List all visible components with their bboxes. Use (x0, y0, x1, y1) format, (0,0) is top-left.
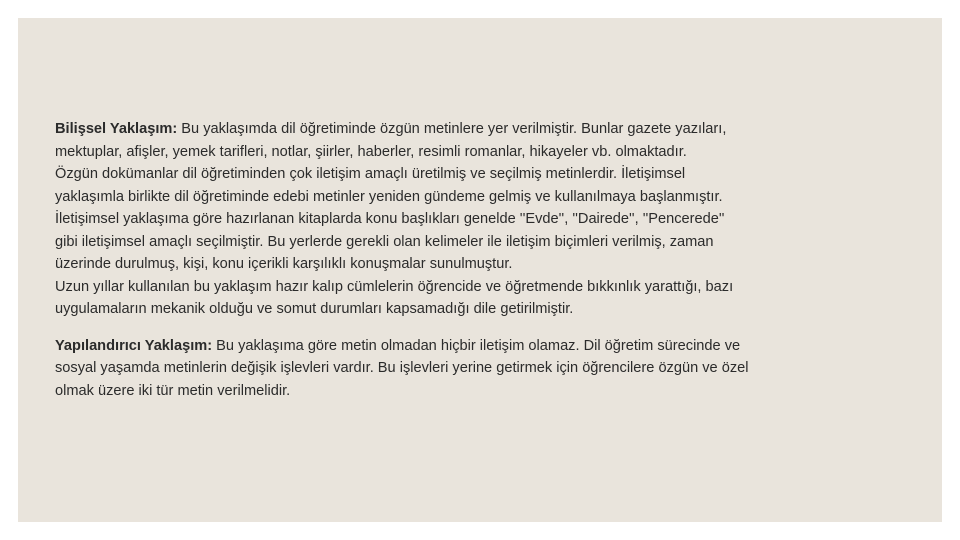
text-line: üzerinde durulmuş, kişi, konu içerikli karşılıklı konuşmalar sunulmuştur. (55, 256, 513, 272)
text-line-content: Bu yaklaşımda dil öğretiminde özgün metinlere yer verilmiştir. Bunlar gazete yazıları, (177, 121, 727, 137)
paragraph-yapilandirici-yaklasim (55, 335, 935, 403)
text-line (55, 335, 935, 358)
slide-background (18, 18, 942, 522)
text-line: İletişimsel yaklaşıma göre hazırlanan kitaplarda konu başlıkları genelde ''Evde'', ''Dairede'', ''Pencerede'' (55, 211, 725, 227)
text-line: gibi iletişimsel amaçlı seçilmiştir. Bu yerlerde gerekli olan kelimeler ile iletişim biçimleri verilmiş, zaman (55, 233, 714, 250)
paragraph-bilissel-yaklasim (55, 118, 935, 321)
text-line: olmak üzere iki tür metin verilmelidir. (55, 382, 291, 399)
heading-yapilandirici-yaklasim: Yapılandırıcı Yaklaşım: (55, 337, 213, 354)
paragraph-spacer (55, 321, 935, 335)
slide-content (55, 118, 935, 402)
text-line: Uzun yıllar kullanılan bu yaklaşım hazır kalıp cümlelerin öğrencide ve öğretmende bıkkınlık yarattığı, bazı (55, 278, 734, 295)
text-line: yaklaşımla birlikte dil öğretiminde edebi metinler yeniden gündeme gelmiş ve kullanılmaya başlanmıştır. (55, 188, 723, 205)
text-line: mektuplar, afişler, yemek tarifleri, notlar, şiirler, haberler, resimli romanlar, hikayeler vb. olmaktadır. (55, 143, 687, 160)
text-line: sosyal yaşamda metinlerin değişik işlevleri vardır. Bu işlevleri yerine getirmek için öğrencilere özgün ve özel (55, 360, 749, 376)
text-line: uygulamaların mekanik olduğu ve somut durumları kapsamadığı dile getirilmiştir. (55, 301, 574, 317)
text-line (55, 118, 935, 141)
heading-bilissel-yaklasim: Bilişsel Yaklaşım: (55, 121, 178, 137)
text-line-content: Bu yaklaşıma göre metin olmadan hiçbir iletişim olamaz. Dil öğretim sürecinde ve (212, 337, 741, 354)
text-line: Özgün dokümanlar dil öğretiminden çok iletişim amaçlı üretilmiş ve seçilmiş metinlerdir. İletişimsel (55, 166, 686, 182)
